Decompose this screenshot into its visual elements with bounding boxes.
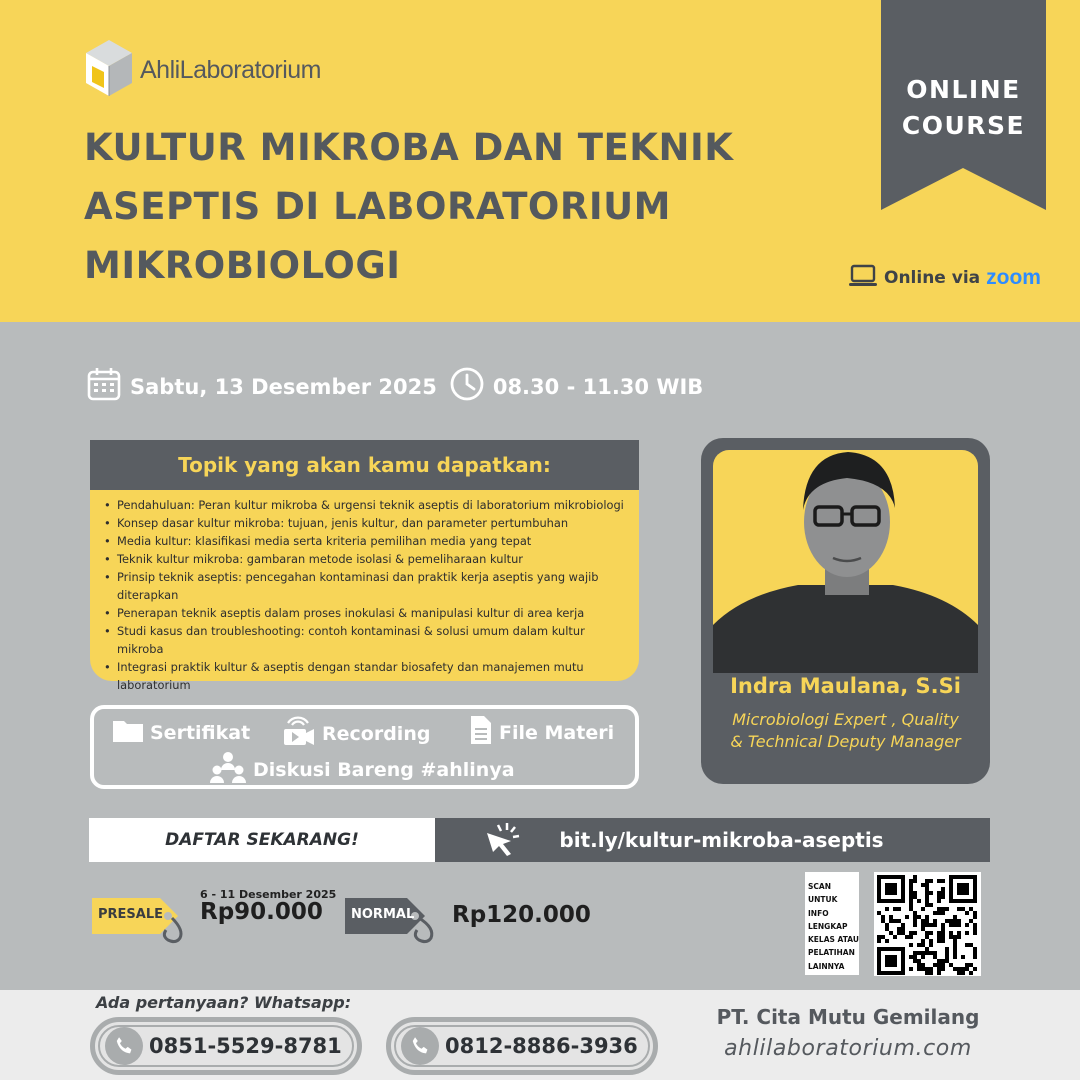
speaker-role-line: & Technical Deputy Manager: [730, 732, 961, 751]
presale-label: PRESALE: [98, 907, 164, 922]
document-icon: [469, 715, 493, 750]
benefit-label: Recording: [322, 722, 431, 745]
speaker-name: Indra Maulana, S.Si: [730, 674, 961, 698]
benefit-discussion: [209, 750, 515, 789]
badge-line: COURSE: [901, 111, 1026, 140]
list-item: • Pendahuluan: Peran kultur mikroba & urgensi teknik aseptis di laboratorium mikrobiologi: [102, 496, 631, 514]
list-item: • Penerapan teknik aseptis dalam proses inokulasi & manipulasi kultur di area kerja: [102, 604, 631, 622]
badge-line: ONLINE: [906, 75, 1021, 104]
list-item: • Konsep dasar kultur mikroba: tujuan, jenis kultur, dan parameter pertumbuhan: [102, 514, 631, 532]
speaker-role-line: Microbiologi Expert , Quality: [732, 710, 959, 729]
calendar-icon: [86, 366, 122, 407]
list-item: • Integrasi praktik kultur & aseptis dengan standar biosafety dan manajemen mutu laboratorium: [102, 658, 631, 694]
list-item: • Studi kasus dan troubleshooting: contoh kontaminasi & solusi umum dalam kultur mikroba: [102, 622, 631, 658]
phone-number[interactable]: 0812-8886-3936: [445, 1034, 638, 1058]
register-cta[interactable]: DAFTAR SEKARANG!: [89, 818, 435, 862]
schedule: [86, 366, 703, 407]
folder-icon: [112, 717, 144, 748]
benefit-label: Sertifikat: [150, 721, 251, 744]
clock-icon: [449, 366, 485, 407]
whatsapp-contact-2[interactable]: [386, 1017, 658, 1075]
title-line: MIKROBIOLOGI: [84, 244, 401, 287]
phone-icon: [401, 1027, 439, 1065]
contact-prompt: Ada pertanyaan? Whatsapp:: [96, 993, 352, 1012]
company-name: PT. Cita Mutu Gemilang: [716, 1005, 980, 1029]
benefits-box: [90, 705, 639, 789]
title-line: ASEPTIS DI LABORATORIUM: [84, 185, 672, 228]
scan-line: LENGKAP: [808, 921, 848, 931]
course-title: [84, 118, 784, 295]
laptop-icon: [848, 264, 878, 292]
scan-info: [805, 872, 859, 975]
presale-price: Rp90.000: [200, 899, 323, 925]
list-item: • Teknik kultur mikroba: gambaran metode isolasi & pemeliharaan kultur: [102, 550, 631, 568]
scan-line: KELAS ATAU: [808, 935, 859, 945]
benefit-certificate: [112, 717, 250, 748]
list-item: • Media kultur: klasifikasi media serta kriteria pemilihan media yang tepat: [102, 532, 631, 550]
registration-url[interactable]: bit.ly/kultur-mikroba-aseptis: [559, 828, 884, 852]
benefit-recording: [282, 715, 430, 752]
platform-info: [848, 264, 1041, 292]
topics-panel: [90, 440, 639, 692]
list-item: • Prinsip teknik aseptis: pencegahan kontaminasi dan praktik kerja aseptis yang wajib diterapkan: [102, 568, 631, 604]
phone-number[interactable]: 0851-5529-8781: [149, 1034, 342, 1058]
scan-line: LAINNYA: [808, 961, 845, 971]
cursor-click-icon: [481, 819, 529, 862]
scan-line: UNTUK: [808, 895, 838, 905]
online-course-badge: [881, 72, 1046, 144]
platform-label: Online via: [884, 268, 981, 288]
title-line: KULTUR MIKROBA DAN TEKNIK: [84, 126, 734, 169]
brand-logo: [84, 38, 321, 102]
speaker-photo: [713, 450, 978, 673]
scan-line: SCAN: [808, 882, 831, 891]
registration-link[interactable]: [435, 818, 990, 862]
speaker-card: [701, 438, 990, 784]
topics-heading: Topik yang akan kamu dapatkan:: [90, 440, 639, 490]
normal-price: Rp120.000: [452, 902, 591, 928]
zoom-logo: zoom: [986, 266, 1041, 289]
topics-list: [90, 490, 639, 694]
whatsapp-contact-1[interactable]: [90, 1017, 362, 1075]
benefit-label: Diskusi Bareng #ahlinya: [253, 758, 515, 781]
event-date: Sabtu, 13 Desember 2025: [130, 374, 437, 399]
normal-label: NORMAL: [351, 907, 415, 922]
qr-code-icon[interactable]: [874, 872, 981, 976]
group-icon: [209, 750, 247, 789]
presale-dates: 6 - 11 Desember 2025: [200, 888, 337, 901]
logo-cube-icon: [84, 38, 134, 102]
scan-line: INFO: [808, 908, 829, 918]
scan-line: PELATIHAN: [808, 948, 855, 958]
benefit-material: [469, 715, 614, 750]
phone-icon: [105, 1027, 143, 1065]
brand-name: AhliLaboratorium: [140, 55, 321, 84]
video-icon: [282, 715, 316, 752]
benefit-label: File Materi: [499, 721, 615, 744]
website-link[interactable]: ahlilaboratorium.com: [724, 1036, 972, 1061]
speaker-role: [701, 709, 990, 753]
registration-bar[interactable]: [89, 818, 990, 862]
event-time: 08.30 - 11.30 WIB: [492, 374, 704, 399]
